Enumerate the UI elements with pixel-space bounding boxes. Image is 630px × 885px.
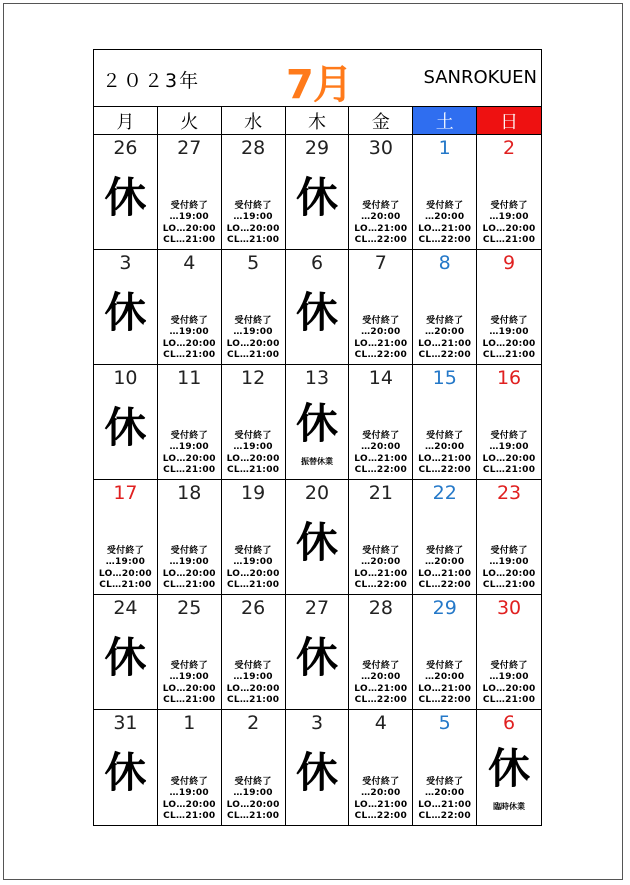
hours-line: 受付終了 [490, 660, 528, 671]
hours-line: CL…21:00 [163, 350, 216, 361]
day-cell [286, 710, 350, 825]
day-number: 3 [119, 252, 132, 274]
day-number: 21 [368, 482, 393, 504]
hours-line: …19:00 [169, 788, 209, 799]
business-hours [349, 661, 412, 707]
hours-line: CL…22:00 [354, 695, 408, 706]
hours-line: 受付終了 [426, 315, 464, 326]
closed-mark: 休 [104, 748, 147, 797]
hours-line: …20:00 [361, 672, 401, 683]
closed-mark: 休 [488, 744, 531, 793]
business-hours [222, 316, 285, 362]
hours-line: …19:00 [233, 442, 273, 453]
hours-line: …19:00 [169, 672, 209, 683]
day-cell [349, 135, 413, 250]
hours-line: …19:00 [489, 442, 529, 453]
closed-note: 臨時休業 [493, 802, 526, 811]
day-cell [413, 710, 477, 825]
hours-line: …20:00 [424, 442, 465, 453]
day-cell [94, 135, 158, 250]
hours-line: CL…22:00 [418, 350, 471, 361]
hours-line: CL…21:00 [99, 580, 152, 591]
hours-line: LO…21:00 [418, 799, 472, 810]
business-hours [413, 201, 476, 247]
business-hours [413, 661, 476, 707]
business-hours [158, 777, 221, 823]
day-cell [94, 480, 158, 595]
closed-mark: 休 [104, 288, 147, 337]
hours-line: …19:00 [489, 212, 529, 223]
hours-line: …20:00 [361, 442, 401, 453]
day-number: 5 [247, 252, 260, 274]
day-cell [158, 365, 222, 480]
hours-line: 受付終了 [170, 776, 208, 787]
business-hours [477, 431, 541, 477]
hours-line: …20:00 [424, 212, 465, 223]
business-hours [158, 431, 221, 477]
day-cell [413, 250, 477, 365]
closed-mark: 休 [295, 748, 338, 797]
business-hours [158, 316, 221, 362]
hours-line: 受付終了 [362, 200, 400, 211]
day-number: 22 [432, 482, 457, 504]
hours-line: LO…20:00 [226, 683, 280, 694]
business-hours [158, 546, 221, 592]
hours-line: LO…20:00 [162, 453, 216, 464]
hours-line: LO…21:00 [418, 453, 472, 464]
hours-line: CL…21:00 [163, 580, 216, 591]
business-hours [349, 201, 412, 247]
hours-line: CL…21:00 [163, 811, 216, 822]
day-number: 17 [113, 482, 138, 504]
hours-line: …19:00 [233, 788, 273, 799]
hours-line: LO…20:00 [482, 453, 536, 464]
day-cell [222, 365, 286, 480]
day-number: 4 [374, 712, 387, 734]
day-number: 3 [310, 712, 324, 734]
hours-line: LO…20:00 [226, 338, 280, 349]
hours-line: LO…20:00 [162, 223, 216, 234]
day-cell [477, 480, 541, 595]
hours-line: CL…21:00 [482, 465, 536, 476]
day-number: 30 [496, 597, 522, 619]
closed-mark: 休 [104, 403, 147, 452]
business-hours [158, 661, 221, 707]
closed-mark: 休 [104, 633, 147, 682]
hours-line: CL…21:00 [226, 465, 280, 476]
day-number: 8 [438, 252, 451, 274]
hours-line: …20:00 [424, 672, 465, 683]
day-number: 28 [241, 137, 266, 159]
hours-line: 受付終了 [426, 200, 464, 211]
hours-line: 受付終了 [234, 776, 272, 787]
day-cell [158, 250, 222, 365]
business-hours [222, 661, 285, 707]
hours-line: …20:00 [424, 327, 465, 338]
hours-line: …19:00 [489, 672, 529, 683]
day-number: 7 [374, 252, 387, 274]
day-number: 29 [432, 597, 457, 619]
hours-line: …19:00 [489, 557, 529, 568]
business-hours [349, 777, 412, 823]
hours-line: LO…20:00 [226, 799, 280, 810]
day-cell [94, 250, 158, 365]
day-number: 29 [304, 137, 330, 159]
day-number: 9 [503, 252, 516, 274]
weekday-wed: 水 [222, 107, 286, 134]
business-hours [222, 777, 285, 823]
day-number: 15 [432, 367, 457, 389]
hours-line: 受付終了 [490, 430, 528, 441]
hours-line: 受付終了 [170, 660, 208, 671]
day-cell [222, 595, 286, 710]
day-cell [349, 480, 413, 595]
day-number: 28 [368, 597, 393, 619]
day-cell [477, 135, 541, 250]
day-number: 6 [310, 252, 324, 274]
hours-line: 受付終了 [426, 545, 464, 556]
hours-line: CL…22:00 [418, 235, 471, 246]
hours-line: …20:00 [361, 788, 401, 799]
hours-line: LO…20:00 [98, 568, 152, 579]
hours-line: CL…22:00 [354, 811, 408, 822]
day-number: 27 [304, 597, 330, 619]
calendar-header [94, 50, 541, 107]
calendar [93, 49, 542, 826]
hours-line: 受付終了 [362, 776, 400, 787]
day-number: 12 [241, 367, 266, 389]
day-cell [413, 135, 477, 250]
hours-line: 受付終了 [234, 545, 272, 556]
hours-line: 受付終了 [362, 545, 400, 556]
day-cell [222, 135, 286, 250]
business-hours [349, 546, 412, 592]
hours-line: …19:00 [105, 557, 146, 568]
day-number: 30 [368, 137, 393, 159]
hours-line: LO…21:00 [354, 338, 408, 349]
hours-line: LO…20:00 [482, 338, 536, 349]
business-hours [94, 546, 157, 592]
day-number: 11 [177, 367, 202, 389]
hours-line: …20:00 [361, 212, 401, 223]
hours-line: CL…22:00 [354, 235, 408, 246]
day-cell [286, 250, 350, 365]
hours-line: 受付終了 [490, 545, 528, 556]
hours-line: LO…20:00 [162, 799, 216, 810]
day-number: 1 [438, 137, 451, 159]
hours-line: CL…21:00 [226, 235, 280, 246]
hours-line: LO…20:00 [482, 568, 536, 579]
business-hours [349, 431, 412, 477]
weekday-row [94, 107, 541, 135]
day-cell [286, 595, 350, 710]
month-title: 7月 [286, 62, 352, 108]
hours-line: CL…22:00 [354, 580, 408, 591]
hours-line: …19:00 [233, 672, 273, 683]
day-number: 14 [368, 367, 393, 389]
business-hours [413, 777, 476, 823]
day-number: 1 [183, 712, 196, 734]
hours-line: 受付終了 [170, 200, 208, 211]
hours-line: …19:00 [233, 557, 273, 568]
hours-line: …19:00 [169, 557, 209, 568]
hours-line: 受付終了 [234, 660, 272, 671]
day-number: 26 [241, 597, 266, 619]
day-number: 24 [113, 597, 138, 619]
hours-line: CL…21:00 [226, 580, 280, 591]
hours-line: CL…22:00 [418, 695, 471, 706]
day-cell [222, 250, 286, 365]
business-hours [349, 316, 412, 362]
hours-line: 受付終了 [490, 200, 528, 211]
day-number: 2 [247, 712, 260, 734]
hours-line: 受付終了 [234, 315, 272, 326]
hours-line: 受付終了 [170, 315, 208, 326]
business-hours [477, 661, 541, 707]
hours-line: 受付終了 [362, 430, 400, 441]
hours-line: LO…21:00 [354, 683, 408, 694]
closed-mark: 休 [295, 633, 338, 682]
day-cell [222, 710, 286, 825]
hours-line: CL…21:00 [163, 235, 216, 246]
day-cell [349, 710, 413, 825]
business-hours [222, 201, 285, 247]
day-cell [413, 480, 477, 595]
hours-line: 受付終了 [106, 545, 145, 556]
hours-line: …19:00 [233, 212, 273, 223]
hours-line: …20:00 [424, 788, 465, 799]
day-number: 25 [177, 597, 202, 619]
business-hours [222, 546, 285, 592]
hours-line: LO…20:00 [482, 223, 536, 234]
weekday-sun: 日 [477, 107, 541, 134]
day-cell [349, 250, 413, 365]
hours-line: LO…20:00 [226, 568, 280, 579]
hours-line: CL…22:00 [354, 350, 408, 361]
hours-line: CL…21:00 [482, 350, 536, 361]
day-cell [94, 365, 158, 480]
hours-line: LO…21:00 [418, 223, 472, 234]
day-cell [413, 595, 477, 710]
day-cell [477, 595, 541, 710]
day-cell [158, 135, 222, 250]
hours-line: 受付終了 [490, 315, 528, 326]
business-hours [413, 316, 476, 362]
day-number: 4 [183, 252, 196, 274]
day-cell [349, 595, 413, 710]
hours-line: CL…21:00 [482, 235, 536, 246]
weekday-tue: 火 [158, 107, 222, 134]
hours-line: LO…21:00 [354, 223, 408, 234]
closed-mark: 休 [295, 518, 338, 567]
hours-line: CL…21:00 [482, 580, 536, 591]
day-number: 23 [496, 482, 522, 504]
hours-line: 受付終了 [426, 430, 464, 441]
closed-mark: 休 [295, 399, 338, 448]
hours-line: CL…22:00 [418, 580, 471, 591]
hours-line: CL…22:00 [418, 465, 471, 476]
hours-line: CL…21:00 [163, 465, 216, 476]
closed-mark: 休 [104, 173, 147, 222]
day-number: 16 [496, 367, 522, 389]
business-hours [477, 316, 541, 362]
day-cell [477, 365, 541, 480]
hours-line: CL…22:00 [418, 811, 471, 822]
day-number: 20 [304, 482, 330, 504]
hours-line: LO…20:00 [226, 453, 280, 464]
hours-line: LO…21:00 [354, 453, 408, 464]
hours-line: 受付終了 [234, 430, 272, 441]
hours-line: LO…21:00 [418, 568, 472, 579]
day-cell [286, 135, 350, 250]
brand-name: SANROKUEN [423, 67, 537, 88]
hours-line: …20:00 [361, 327, 401, 338]
hours-line: LO…21:00 [418, 683, 472, 694]
hours-line: …20:00 [361, 557, 401, 568]
hours-line: LO…21:00 [418, 338, 472, 349]
hours-line: …19:00 [233, 327, 273, 338]
hours-line: CL…21:00 [163, 695, 216, 706]
closed-mark: 休 [295, 288, 338, 337]
hours-line: 受付終了 [426, 660, 464, 671]
day-number: 10 [113, 367, 138, 389]
day-number: 26 [113, 137, 138, 159]
day-grid [94, 135, 541, 825]
hours-line: …19:00 [169, 327, 209, 338]
day-number: 13 [304, 367, 330, 389]
day-cell [286, 365, 350, 480]
weekday-sat: 土 [413, 107, 477, 134]
hours-line: 受付終了 [234, 200, 272, 211]
hours-line: LO…20:00 [162, 568, 216, 579]
day-number: 31 [113, 712, 138, 734]
day-cell [413, 365, 477, 480]
hours-line: …20:00 [424, 557, 465, 568]
closed-mark: 休 [295, 173, 338, 222]
day-number: 19 [241, 482, 266, 504]
day-number: 5 [438, 712, 451, 734]
day-cell [477, 710, 541, 825]
day-cell [477, 250, 541, 365]
day-cell [158, 480, 222, 595]
hours-line: 受付終了 [426, 776, 464, 787]
day-cell [286, 480, 350, 595]
hours-line: …19:00 [169, 442, 209, 453]
business-hours [413, 431, 476, 477]
day-cell [94, 710, 158, 825]
year-label: ２０２3年 [102, 70, 201, 92]
hours-line: LO…20:00 [482, 683, 536, 694]
hours-line: CL…21:00 [482, 695, 536, 706]
hours-line: LO…20:00 [162, 683, 216, 694]
day-number: 27 [177, 137, 202, 159]
business-hours [413, 546, 476, 592]
closed-note: 振替休業 [300, 457, 333, 466]
day-number: 6 [503, 712, 516, 734]
hours-line: 受付終了 [170, 545, 208, 556]
hours-line: …19:00 [489, 327, 529, 338]
hours-line: 受付終了 [170, 430, 208, 441]
hours-line: LO…20:00 [226, 223, 280, 234]
hours-line: CL…21:00 [226, 350, 280, 361]
hours-line: LO…21:00 [354, 799, 408, 810]
hours-line: 受付終了 [362, 660, 400, 671]
day-cell [349, 365, 413, 480]
hours-line: CL…21:00 [226, 811, 280, 822]
business-hours [477, 201, 541, 247]
day-number: 2 [503, 137, 516, 159]
hours-line: CL…22:00 [354, 465, 408, 476]
day-cell [222, 480, 286, 595]
hours-line: CL…21:00 [226, 695, 280, 706]
business-hours [158, 201, 221, 247]
business-hours [477, 546, 541, 592]
day-number: 18 [177, 482, 202, 504]
business-hours [222, 431, 285, 477]
hours-line: LO…21:00 [354, 568, 408, 579]
weekday-mon: 月 [94, 107, 158, 134]
day-cell [158, 710, 222, 825]
day-cell [94, 595, 158, 710]
hours-line: …19:00 [169, 212, 209, 223]
hours-line: LO…20:00 [162, 338, 216, 349]
weekday-thu: 木 [286, 107, 350, 134]
hours-line: 受付終了 [362, 315, 400, 326]
weekday-fri: 金 [349, 107, 413, 134]
day-cell [158, 595, 222, 710]
